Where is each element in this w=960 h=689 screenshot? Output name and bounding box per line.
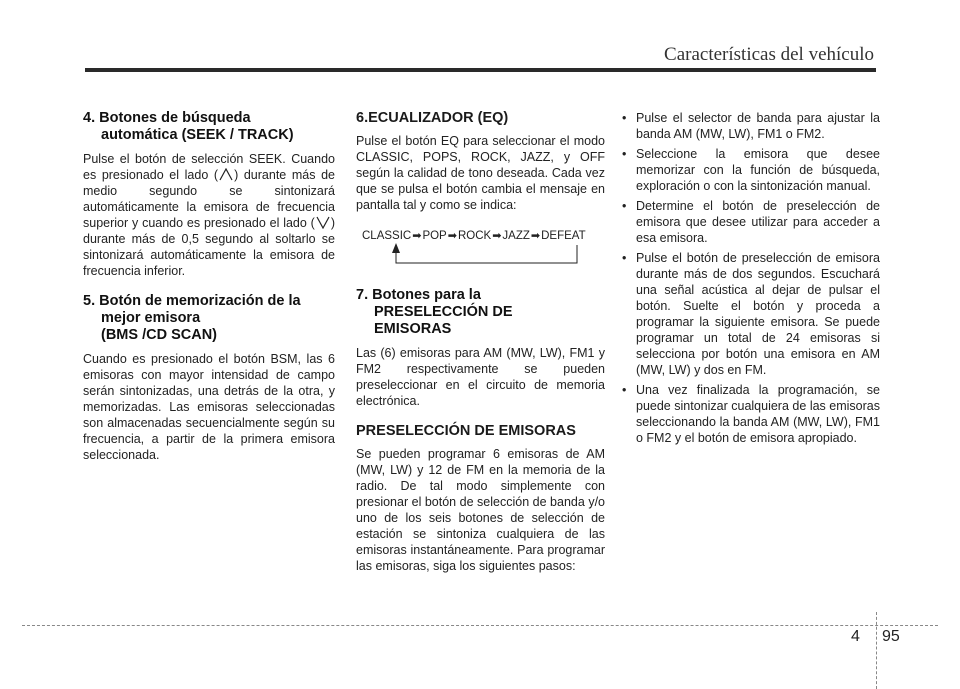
presets-description: Se pueden programar 6 emisoras de AM (MW, LW) y 12 de FM en la memoria de la radio. De tal modo simplemente con presionar el botón de selección de banda y/o uno de los seis botones de selección de estación se sintoniza cualquiera de las emisoras instantáneamente. Para programar las emisoras, siga los siguientes pasos: [356,447,605,573]
section-equalizer [356,110,605,269]
header-rule [85,68,876,72]
section-title-seek [83,110,335,144]
column-1 [83,110,335,477]
list-item: • Una vez finalizada la programación, se puede sintonizar cualquiera de las emisoras seleccionando la banda AM (MW, LW), FM1 o FM2 y el botón de emisora apropiado. [618,382,880,446]
title-line: PRESELECCIÓN DE [374,304,513,320]
right-arrow-icon: ➡ [530,230,541,242]
eq-description: Pulse el botón EQ para seleccionar el modo CLASSIC, POPS, ROCK, JAZZ, y OFF según la calidad de tono deseada. Cada vez que se pulsa el botón cambia el mensaje en pantalla tal y como se indica: [356,134,605,212]
section-preset-buttons [356,287,605,409]
eq-sequence [362,229,586,242]
eq-mode-pop: POP [422,230,447,242]
column-3 [618,110,880,450]
right-arrow-icon: ➡ [447,230,457,242]
bsm-description: Cuando es presionado el botón BSM, las 6 emisoras con mayor intensidad de campo serán sintonizadas, una detrás de la otra, y memorizadas. Las emisoras seleccionadas son almacenadas secuencialmente según su frecuencia, a partir de la primera emisora seleccionada. [83,352,335,462]
list-item: • Seleccione la emisora que desee memorizar con la función de búsqueda, exploración o con la sintonización manual. [618,146,880,194]
preset-steps-list [618,110,880,446]
title-line: 4. Botones de búsqueda [83,110,251,126]
list-item: • Pulse el selector de banda para ajustar la banda AM (MW, LW), FM1 o FM2. [618,110,880,142]
chapter-number: 4 [851,628,860,645]
eq-mode-rock: ROCK [457,230,492,242]
seek-text-b: ) durante más de medio segundo se sintonizará automáticamente la emisora de frecuencia superior y cuando es presionado el lado ( [83,168,335,230]
section-title-eq: 6.ECUALIZADOR (EQ) [356,110,509,126]
eq-sequence-diagram [356,227,605,269]
section-bsm [83,293,335,463]
title-line: 7. Botones para la [356,287,481,303]
section-title-presets: PRESELECCIÓN DE EMISORAS [356,423,576,439]
title-line: automática (SEEK / TRACK) [101,127,294,143]
footer-rule [22,625,938,626]
list-item: • Pulse el botón de preselección de emisora durante más de dos segundos. Escuchará una señal acústica al dejar de pulsar el botón. Suelte el botón y proceda a programar la siguiente emisora. Se puede programar un total de 24 emisoras si selecciona por botón una emisora en AM (MW, LW) y dos en FM. [618,250,880,378]
eq-mode-classic: CLASSIC [362,230,412,242]
title-line: (BMS /CD SCAN) [101,327,217,343]
title-line: 5. Botón de memorización de la [83,293,301,309]
section-title-bsm [83,293,335,344]
chevron-down-icon [316,216,330,229]
title-line: mejor emisora [101,310,201,326]
preset-description: Las (6) emisoras para AM (MW, LW), FM1 y FM2 respectivamente se pueden preseleccionar en el circuito de memoria electrónica. [356,346,605,408]
footer-divider [876,612,877,689]
list-item: • Determine el botón de preselección de emisora que desee utilizar para acceder a esa emisora. [618,198,880,246]
right-arrow-icon: ➡ [492,230,502,242]
column-2 [356,110,605,588]
seek-text-a: Pulse el botón de selección SEEK. Cuando es presionado el lado ( [83,152,335,182]
section-seek-track [83,110,335,279]
chevron-up-icon [219,168,233,181]
eq-mode-jazz: JAZZ [502,230,530,242]
section-title-preset [356,287,605,338]
seek-description [83,151,335,279]
page-number: 95 [882,628,900,645]
title-line: EMISORAS [374,321,452,337]
header-title: Características del vehículo [664,44,874,65]
section-station-presets [356,423,605,574]
seek-text-c: ) durante más de 0,5 segundo al soltarlo se sintonizará automáticamente la emisora de frecuencia inferior. [83,216,335,278]
eq-mode-defeat: DEFEAT [541,230,586,242]
right-arrow-icon: ➡ [412,230,422,242]
